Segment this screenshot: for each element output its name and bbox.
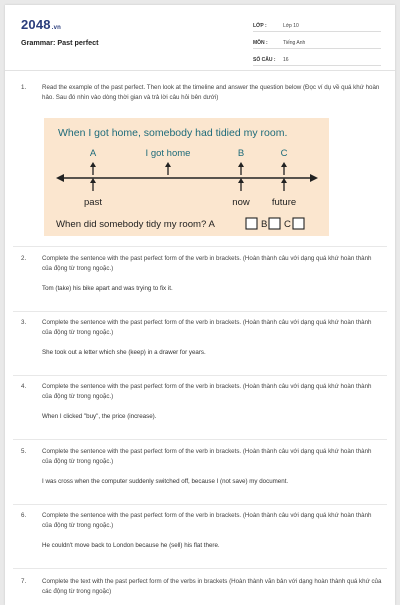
checkbox-a[interactable] bbox=[246, 218, 257, 229]
meta-value: 16 bbox=[283, 57, 289, 63]
label-now: now bbox=[232, 197, 250, 208]
question-sentence: She took out a letter which she (keep) in a drawer for years. bbox=[42, 349, 206, 356]
marker-c-label: C bbox=[280, 148, 288, 159]
meta-row-subject bbox=[253, 34, 381, 49]
question-sentence: Tom (take) his bike apart and was trying to fix it. bbox=[42, 285, 173, 292]
question-7 bbox=[21, 577, 383, 596]
logo-suffix: .vn bbox=[51, 25, 62, 31]
question-2 bbox=[21, 254, 383, 294]
divider bbox=[13, 375, 387, 376]
divider bbox=[13, 439, 387, 440]
arrow-c-icon bbox=[281, 162, 287, 191]
arrow-a-icon bbox=[90, 162, 96, 191]
question-instruction: Complete the sentence with the past perfect form of the verb in brackets. (Hoàn thành câu với dạng quá khứ hoàn thành của động từ trong ngoặc.) bbox=[42, 383, 372, 400]
question-instruction: Complete the sentence with the past perfect form of the verb in brackets. (Hoàn thành câu với dạng quá khứ hoàn thành của động từ trong ngoặc.) bbox=[42, 448, 372, 465]
meta-label: SỐ CÂU : bbox=[253, 57, 276, 63]
marker-b-label: B bbox=[237, 148, 245, 159]
marker-got-home-label: I got home bbox=[145, 148, 191, 159]
timeline-svg bbox=[44, 118, 329, 236]
timeline-question: When did somebody tidy my room? A bbox=[56, 219, 215, 230]
timeline-axis bbox=[56, 174, 318, 182]
label-future: future bbox=[271, 197, 297, 208]
question-number: 2. bbox=[21, 255, 27, 262]
question-instruction: Complete the sentence with the past perfect form of the verb in brackets. (Hoàn thành câu với dạng quá khứ hoàn thành của động từ trong ngoặc.) bbox=[42, 319, 372, 336]
question-sentence: I was cross when the computer suddenly switched off, because I (not save) my document. bbox=[42, 478, 289, 485]
divider bbox=[13, 504, 387, 505]
meta-value: Tiếng Anh bbox=[283, 40, 306, 46]
question-instruction: Complete the sentence with the past perfect form of the verb in brackets. (Hoàn thành câu với dạng quá khứ hoàn thành của động từ trong ngoặc.) bbox=[42, 512, 372, 529]
question-number: 6. bbox=[21, 512, 27, 519]
checkbox-b[interactable] bbox=[269, 218, 280, 229]
divider bbox=[13, 568, 387, 569]
meta-row-class bbox=[253, 17, 381, 32]
worksheet-header bbox=[5, 5, 395, 71]
question-instruction: Read the example of the past perfect. Then look at the timeline and answer the question below (Đọc ví dụ về quá khứ hoàn hảo. Sau đó nhìn vào dòng thời gian và trả lời câu hỏi bên dưới) bbox=[42, 84, 380, 101]
meta-value: Lớp 10 bbox=[283, 23, 299, 29]
example-sentence: When I got home, somebody had tidied my room. bbox=[58, 127, 288, 139]
meta-info bbox=[253, 17, 381, 68]
arrow-b-icon bbox=[238, 162, 244, 191]
page-title: Grammar: Past perfect bbox=[21, 38, 99, 47]
meta-label: LỚP : bbox=[253, 23, 267, 29]
question-1 bbox=[21, 83, 383, 102]
question-5 bbox=[21, 447, 383, 487]
question-number: 7. bbox=[21, 578, 27, 585]
question-sentence: When I clicked "buy", the price (increase). bbox=[42, 413, 157, 420]
option-b-label: B bbox=[261, 219, 268, 230]
question-4 bbox=[21, 382, 383, 422]
label-past: past bbox=[84, 197, 102, 208]
timeline-figure bbox=[44, 118, 329, 236]
question-instruction: Complete the sentence with the past perfect form of the verb in brackets. (Hoàn thành câu với dạng quá khứ hoàn thành của động từ trong ngoặc.) bbox=[42, 255, 372, 272]
site-logo[interactable] bbox=[21, 17, 61, 32]
logo-main: 2048 bbox=[21, 17, 51, 32]
question-3 bbox=[21, 318, 383, 358]
marker-a-label: A bbox=[89, 148, 97, 159]
question-6 bbox=[21, 511, 383, 551]
question-number: 5. bbox=[21, 448, 27, 455]
meta-row-count bbox=[253, 51, 381, 66]
question-number: 4. bbox=[21, 383, 27, 390]
question-number: 3. bbox=[21, 319, 27, 326]
option-c-label: C bbox=[284, 219, 291, 230]
worksheet-page bbox=[5, 5, 395, 605]
question-sentence: He couldn't move back to London because he (sell) his flat there. bbox=[42, 542, 220, 549]
question-instruction: Complete the text with the past perfect form of the verbs in brackets (Hoàn thành văn bản với dạng hoàn thành quá khứ của các động từ trong ngoặc) bbox=[42, 578, 382, 595]
arrow-got-home-icon bbox=[165, 162, 171, 175]
meta-label: MÔN : bbox=[253, 40, 268, 46]
divider bbox=[13, 246, 387, 247]
divider bbox=[13, 311, 387, 312]
checkbox-c[interactable] bbox=[293, 218, 304, 229]
question-number: 1. bbox=[21, 84, 27, 91]
